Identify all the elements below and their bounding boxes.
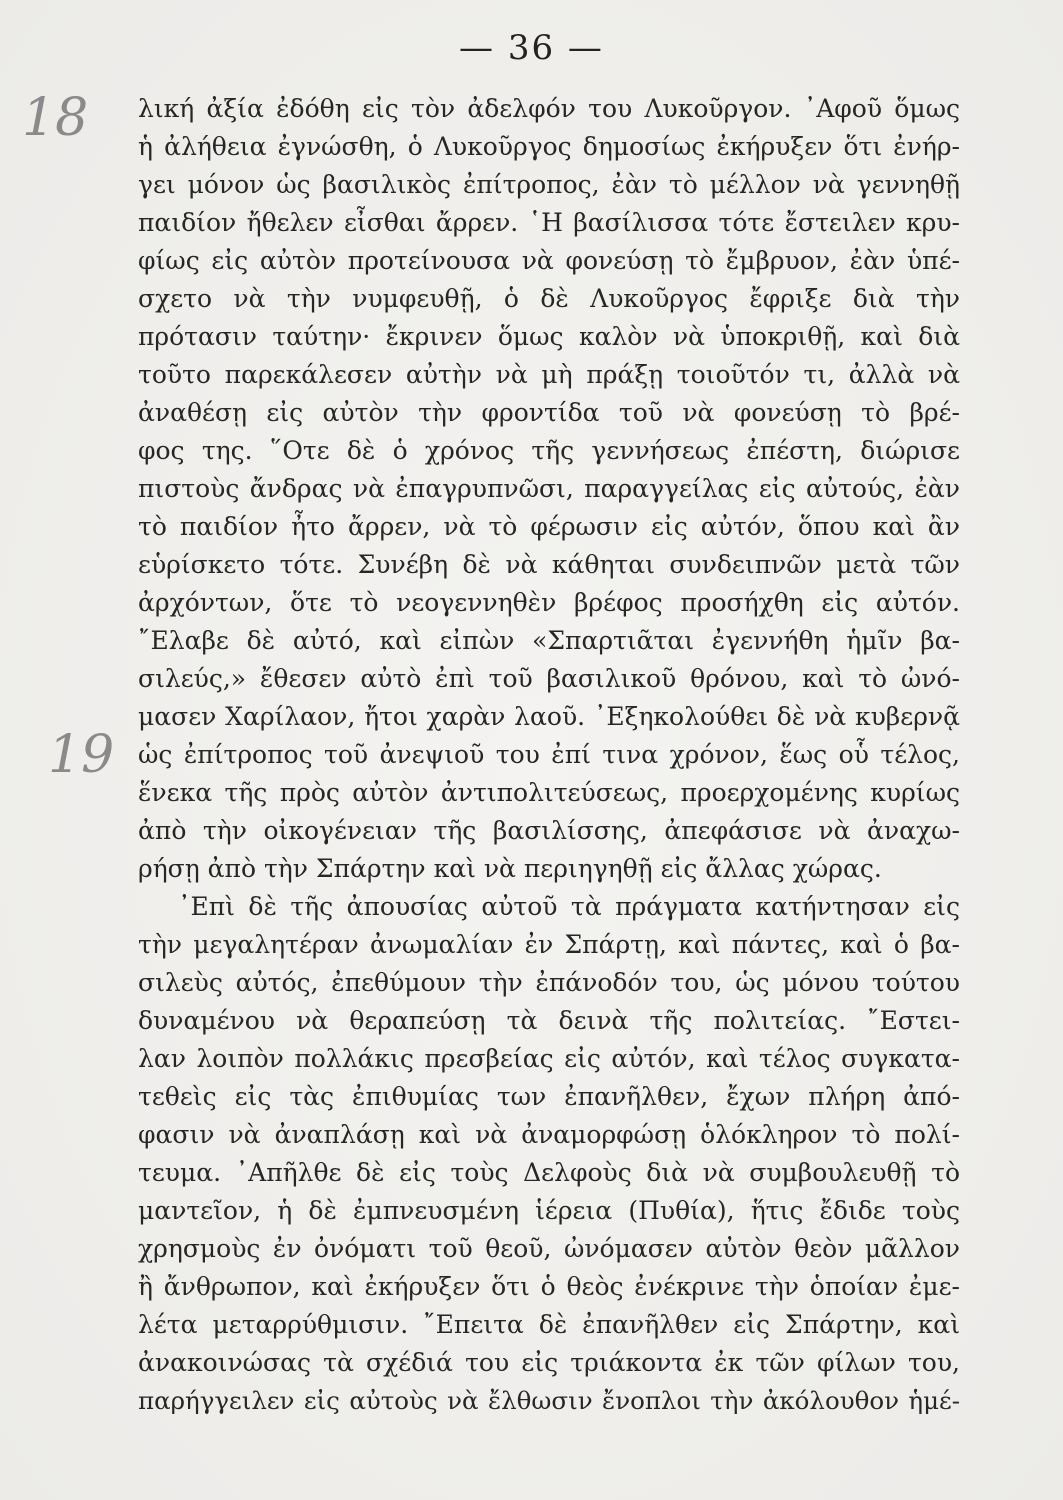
text-line: φος της. ῞Οτε δὲ ὁ χρόνος τῆς γεννήσεως ἐπέστη, διώρισε [138,436,960,465]
text-line: λική ἀξία ἐδόθη εἰς τὸν ἀδελφόν του Λυκοῦργον. ᾿Αφοῦ ὅμως [138,94,960,123]
text-line: παιδίον ἤθελεν εἶσθαι ἄρρεν. ῾Η βασίλισσα τότε ἔστειλεν κρυ- [138,208,960,237]
text-line: ἀνακοινώσας τὰ σχέδιά του εἰς τριάκοντα ἐκ τῶν φίλων του, [138,1348,960,1377]
text-line: ἢ ἄνθρωπον, καὶ ἐκήρυξεν ὅτι ὁ θεὸς ἐνέκρινε τὴν ὁποίαν ἐμε- [138,1272,960,1301]
text-line: ἀρχόντων, ὅτε τὸ νεογεννηθὲν βρέφος προσήχθη εἰς αὐτόν. [138,588,960,617]
text-line: μασεν Χαρίλαον, ἤτοι χαρὰν λαοῦ. ᾿Εξηκολούθει δὲ νὰ κυβερνᾷ [138,702,960,731]
text-line: δυναμένου νὰ θεραπεύσῃ τὰ δεινὰ τῆς πολιτείας. ῎Εστει- [138,1006,960,1035]
text-line: τοῦτο παρεκάλεσεν αὐτὴν νὰ μὴ πράξῃ τοιοῦτόν τι, ἀλλὰ νὰ [138,360,960,389]
margin-note-handwritten: 19 [48,725,115,785]
text-line: λέτα μεταρρύθμισιν. ῎Επειτα δὲ ἐπανῆλθεν εἰς Σπάρτην, καὶ [138,1310,960,1339]
page-number: — 36 — [459,28,604,68]
text-line: ὡς ἐπίτροπος τοῦ ἀνεψιοῦ του ἐπί τινα χρόνον, ἕως οὗ τέλος, [138,740,960,769]
text-line: πιστοὺς ἄνδρας νὰ ἐπαγρυπνῶσι, παραγγείλας εἰς αὐτούς, ἐὰν [138,474,960,503]
text-line: τευμα. ᾿Απῆλθε δὲ εἰς τοὺς Δελφοὺς διὰ νὰ συμβουλευθῇ τὸ [138,1158,960,1187]
text-line: ἡ ἀλήθεια ἐγνώσθη, ὁ Λυκοῦργος δημοσίως ἐκήρυξεν ὅτι ἐνήρ- [138,132,960,161]
text-line: φίως εἰς αὐτὸν προτείνουσα νὰ φονεύσῃ τὸ ἔμβρυον, ἐὰν ὑπέ- [138,246,960,275]
text-line: ρήσῃ ἀπὸ τὴν Σπάρτην καὶ νὰ περιηγηθῇ εἰς ἄλλας χώρας. [138,854,882,883]
text-line: σιλεύς,» ἔθεσεν αὐτὸ ἐπὶ τοῦ βασιλικοῦ θρόνου, καὶ τὸ ὠνό- [138,664,960,693]
text-line: ἕνεκα τῆς πρὸς αὐτὸν ἀντιπολιτεύσεως, προερχομένης κυρίως [138,778,960,807]
text-line: λαν λοιπὸν πολλάκις πρεσβείας εἰς αὐτόν, καὶ τέλος συγκατα- [138,1044,960,1073]
text-line: παρήγγειλεν εἰς αὐτοὺς νὰ ἔλθωσιν ἔνοπλοι τὴν ἀκόλουθον ἡμέ- [138,1386,960,1415]
text-line: πρότασιν ταύτην· ἔκρινεν ὅμως καλὸν νὰ ὑποκριθῇ, καὶ διὰ [138,322,960,351]
margin-note-handwritten: 18 [22,88,89,148]
text-line: ᾿Επὶ δὲ τῆς ἀπουσίας αὐτοῦ τὰ πράγματα κατήντησαν εἰς [178,892,960,921]
text-line: μαντεῖον, ἡ δὲ ἐμπνευσμένη ἱέρεια (Πυθία), ἥτις ἔδιδε τοὺς [138,1196,960,1225]
text-line: σιλεὺς αὐτός, ἐπεθύμουν τὴν ἐπάνοδόν του, ὡς μόνου τούτου [138,968,960,997]
text-line: τὸ παιδίον ἦτο ἄρρεν, νὰ τὸ φέρωσιν εἰς αὐτόν, ὅπου καὶ ἂν [138,512,960,541]
text-line: σχετο νὰ τὴν νυμφευθῇ, ὁ δὲ Λυκοῦργος ἔφριξε διὰ τὴν [138,284,960,313]
text-line: φασιν νὰ ἀναπλάσῃ καὶ νὰ ἀναμορφώσῃ ὁλόκληρον τὸ πολί- [138,1120,960,1149]
text-line: εὑρίσκετο τότε. Συνέβη δὲ νὰ κάθηται συνδειπνῶν μετὰ τῶν [138,550,960,579]
text-line: τεθεὶς εἰς τὰς ἐπιθυμίας των ἐπανῆλθεν, ἔχων πλήρη ἀπό- [138,1082,960,1111]
text-line: χρησμοὺς ἐν ὀνόματι τοῦ θεοῦ, ὠνόμασεν αὐτὸν θεὸν μᾶλλον [138,1234,960,1263]
text-line: γει μόνον ὡς βασιλικὸς ἐπίτροπος, ἐὰν τὸ μέλλον νὰ γεννηθῇ [138,170,960,199]
text-line: ῎Ελαβε δὲ αὐτό, καὶ εἰπὼν «Σπαρτιᾶται ἐγεννήθη ἡμῖν βα- [138,626,960,655]
text-line: ἀναθέσῃ εἰς αὐτὸν τὴν φροντίδα τοῦ νὰ φονεύσῃ τὸ βρέ- [138,398,960,427]
text-line: τὴν μεγαλητέραν ἀνωμαλίαν ἐν Σπάρτῃ, καὶ πάντες, καὶ ὁ βα- [138,930,960,959]
text-line: ἀπὸ τὴν οἰκογένειαν τῆς βασιλίσσης, ἀπεφάσισε νὰ ἀναχω- [138,816,960,845]
